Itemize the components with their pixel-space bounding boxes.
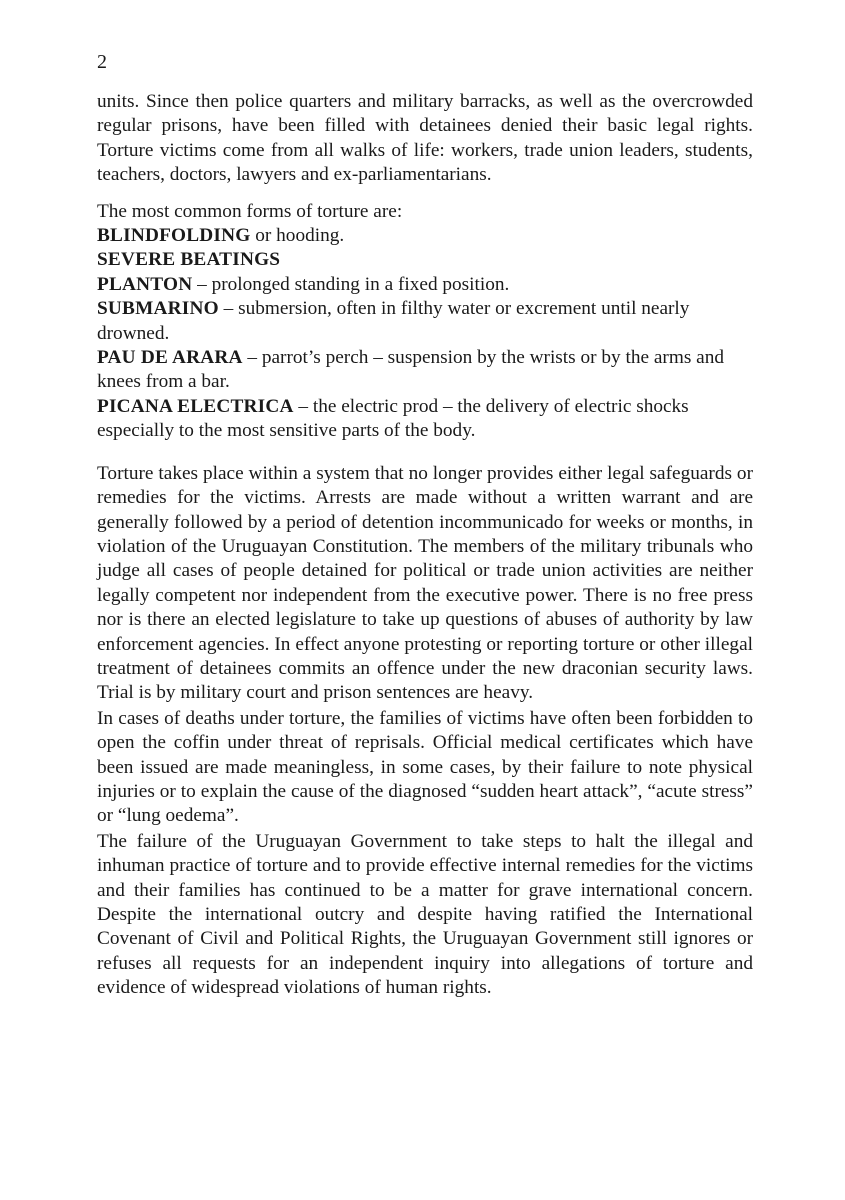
torture-form-item — [97, 224, 753, 248]
torture-form-description: – the electric prod – the delivery of electric shocks especially to the most sensitive parts of the body. — [97, 395, 689, 442]
torture-forms-list — [97, 224, 753, 444]
page-number: 2 — [97, 51, 107, 73]
deaths-paragraph: In cases of deaths under torture, the families of victims have often been forbidden to open the coffin under threat of reprisals. Official medical certificates which have been issued are made meaningless, in some cases, by their failure to note physical injuries or to explain the cause of the diagnosed “sudden heart attack”, “acute stress” or “lung oedema”. — [97, 707, 753, 827]
torture-form-description: or hooding. — [250, 225, 345, 247]
intro-paragraph: units. Since then police quarters and military barracks, as well as the overcrowded regular prisons, have been filled with detainees denied their basic legal rights. Torture victims come from all walks of life: workers, trade union leaders, students, teachers, doctors, lawyers and ex-parliamentarians. — [97, 91, 753, 186]
torture-forms-heading: The most common forms of torture are: — [97, 200, 403, 222]
document-page — [97, 50, 753, 1001]
torture-form-term: PAU DE ARARA — [97, 347, 243, 369]
government-failure-paragraph: The failure of the Uruguayan Government to take steps to halt the illegal and inhuman practice of torture and to provide effective internal remedies for the victims and their families has continued to be a matter for grave international concern. Despite the international outcry and despite having ratified the International Covenant of Civil and Political Rights, the Uruguayan Government still ignores or refuses all requests for an independent inquiry into allegations of torture and evidence of widespread violations of human rights. — [97, 830, 753, 999]
legal-system-paragraph: Torture takes place within a system that no longer provides either legal safeguards or remedies for the victims. Arrests are made without a written warrant and are generally followed by a period of detention incommunicado for weeks or months, in violation of the Uruguayan Constitution. The members of the military tribunals who judge all cases of people detained for political or trade union activities are neither legally competent nor independent from the executive power. There is no free press nor is there an elected legislature to take up questions of abuses of authority by law enforcement agencies. In effect anyone protesting or reporting torture or other illegal treatment of detainees commits an offence under the new draconian security laws. Trial is by military court and prison sentences are heavy. — [97, 462, 753, 704]
torture-form-item — [97, 273, 753, 297]
torture-form-item — [97, 248, 753, 272]
torture-form-term: SUBMARINO — [97, 298, 219, 320]
torture-form-term: PICANA ELECTRICA — [97, 395, 294, 417]
torture-form-description: – parrot’s perch – suspension by the wrists or by the arms and knees from a bar. — [97, 347, 724, 393]
torture-form-description: – prolonged standing in a fixed position. — [192, 273, 510, 295]
torture-form-term: SEVERE BEATINGS — [97, 249, 281, 271]
torture-form-item — [97, 346, 753, 395]
torture-form-term: PLANTON — [97, 273, 193, 295]
torture-form-item — [97, 395, 753, 444]
torture-form-term: BLINDFOLDING — [97, 225, 251, 247]
torture-form-item — [97, 297, 753, 346]
torture-form-description: – submersion, often in filthy water or excrement until nearly drowned. — [97, 298, 690, 344]
